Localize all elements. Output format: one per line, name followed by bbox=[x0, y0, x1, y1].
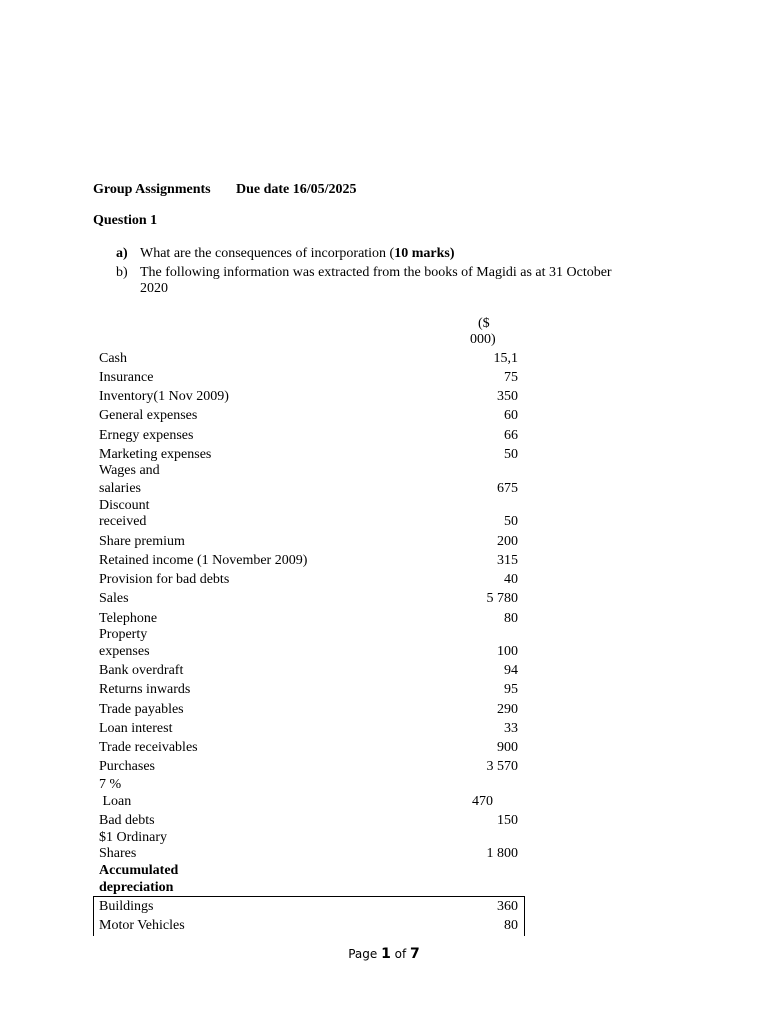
part-b-line-1: The following information was extracted from the books of Magidi as at 31 October bbox=[140, 265, 612, 280]
unit-header-line-2: 000) bbox=[470, 332, 496, 347]
row-label-bad-debts: Bad debts bbox=[99, 813, 155, 828]
row-label-sales: Sales bbox=[99, 591, 129, 606]
row-value-buildings: 360 bbox=[497, 899, 518, 914]
row-value-sales: 5 780 bbox=[486, 591, 518, 606]
row-label-provision-bad-debts: Provision for bad debts bbox=[99, 572, 230, 587]
row-value-bank-overdraft: 94 bbox=[504, 663, 518, 678]
row-label-loan-interest: Loan interest bbox=[99, 721, 173, 736]
row-value-marketing-expenses: 50 bbox=[504, 447, 518, 462]
row-value-insurance: 75 bbox=[504, 370, 518, 385]
due-date: Due date 16/05/2025 bbox=[236, 182, 357, 197]
depreciation-box-left-border bbox=[93, 896, 94, 936]
part-b-marker: b) bbox=[116, 265, 128, 280]
row-value-loan: 470 bbox=[472, 794, 493, 809]
row-value-share-premium: 200 bbox=[497, 534, 518, 549]
row-label-returns-inwards: Returns inwards bbox=[99, 682, 191, 697]
row-value-trade-receivables: 900 bbox=[497, 740, 518, 755]
row-label-inventory: Inventory(1 Nov 2009) bbox=[99, 389, 229, 404]
part-b-line-2: 2020 bbox=[140, 281, 168, 296]
row-value-wages: 675 bbox=[497, 481, 518, 496]
row-label-shares-line-2: Shares bbox=[99, 846, 137, 861]
page-number: 1 bbox=[381, 946, 391, 962]
row-label-energy-expenses: Ernegy expenses bbox=[99, 428, 194, 443]
section-heading-line-2: depreciation bbox=[99, 880, 174, 895]
row-label-trade-receivables: Trade receivables bbox=[99, 740, 198, 755]
part-a-question bbox=[140, 245, 455, 262]
row-value-returns-inwards: 95 bbox=[504, 682, 518, 697]
row-label-share-premium: Share premium bbox=[99, 534, 185, 549]
row-label-retained-income: Retained income (1 November 2009) bbox=[99, 553, 308, 568]
row-label-purchases: Purchases bbox=[99, 759, 155, 774]
row-label-discount-line-2: received bbox=[99, 514, 147, 529]
row-label-trade-payables: Trade payables bbox=[99, 702, 184, 717]
part-a-marker: a) bbox=[116, 246, 128, 261]
row-value-discount: 50 bbox=[504, 514, 518, 529]
row-value-bad-debts: 150 bbox=[497, 813, 518, 828]
row-value-property: 100 bbox=[497, 644, 518, 659]
row-label-buildings: Buildings bbox=[99, 899, 154, 914]
row-label-general-expenses: General expenses bbox=[99, 408, 198, 423]
page-footer bbox=[0, 946, 768, 962]
row-value-trade-payables: 290 bbox=[497, 702, 518, 717]
row-label-wages-line-1: Wages and bbox=[99, 463, 160, 478]
row-value-cash: 15,1 bbox=[493, 351, 518, 366]
page-total: 7 bbox=[410, 946, 420, 962]
row-value-retained-income: 315 bbox=[497, 553, 518, 568]
row-value-motor-vehicles: 80 bbox=[504, 918, 518, 933]
row-label-cash: Cash bbox=[99, 351, 127, 366]
row-label-property-line-2: expenses bbox=[99, 644, 150, 659]
row-value-loan-interest: 33 bbox=[504, 721, 518, 736]
row-label-discount-line-1: Discount bbox=[99, 498, 150, 513]
section-heading-line-1: Accumulated bbox=[99, 863, 179, 878]
of-word: of bbox=[390, 947, 411, 961]
row-label-motor-vehicles: Motor Vehicles bbox=[99, 918, 185, 933]
depreciation-box-top-border bbox=[93, 896, 525, 897]
row-value-provision-bad-debts: 40 bbox=[504, 572, 518, 587]
assignment-title bbox=[93, 181, 211, 198]
row-label-loan-line-2: Loan bbox=[99, 794, 132, 809]
part-a-text: What are the consequences of incorporation ( bbox=[140, 246, 395, 261]
title-text: Group Assignments bbox=[93, 182, 211, 197]
row-label-shares-line-1: $1 Ordinary bbox=[99, 830, 168, 845]
row-label-telephone: Telephone bbox=[99, 611, 158, 626]
row-label-marketing-expenses: Marketing expenses bbox=[99, 447, 212, 462]
row-label-wages-line-2: salaries bbox=[99, 481, 141, 496]
row-label-bank-overdraft: Bank overdraft bbox=[99, 663, 184, 678]
row-value-shares: 1 800 bbox=[486, 846, 518, 861]
unit-header-line-1: ($ bbox=[478, 316, 490, 331]
row-label-property-line-1: Property bbox=[99, 627, 148, 642]
row-label-insurance: Insurance bbox=[99, 370, 154, 385]
row-value-inventory: 350 bbox=[497, 389, 518, 404]
row-label-loan-line-1: 7 % bbox=[99, 777, 122, 792]
depreciation-box-right-border bbox=[524, 896, 525, 936]
row-value-telephone: 80 bbox=[504, 611, 518, 626]
question-heading: Question 1 bbox=[93, 213, 158, 228]
row-value-purchases: 3 570 bbox=[486, 759, 518, 774]
part-a-marks: 10 marks) bbox=[394, 246, 455, 261]
page-word: Page bbox=[348, 947, 382, 961]
row-value-energy-expenses: 66 bbox=[504, 428, 518, 443]
row-value-general-expenses: 60 bbox=[504, 408, 518, 423]
